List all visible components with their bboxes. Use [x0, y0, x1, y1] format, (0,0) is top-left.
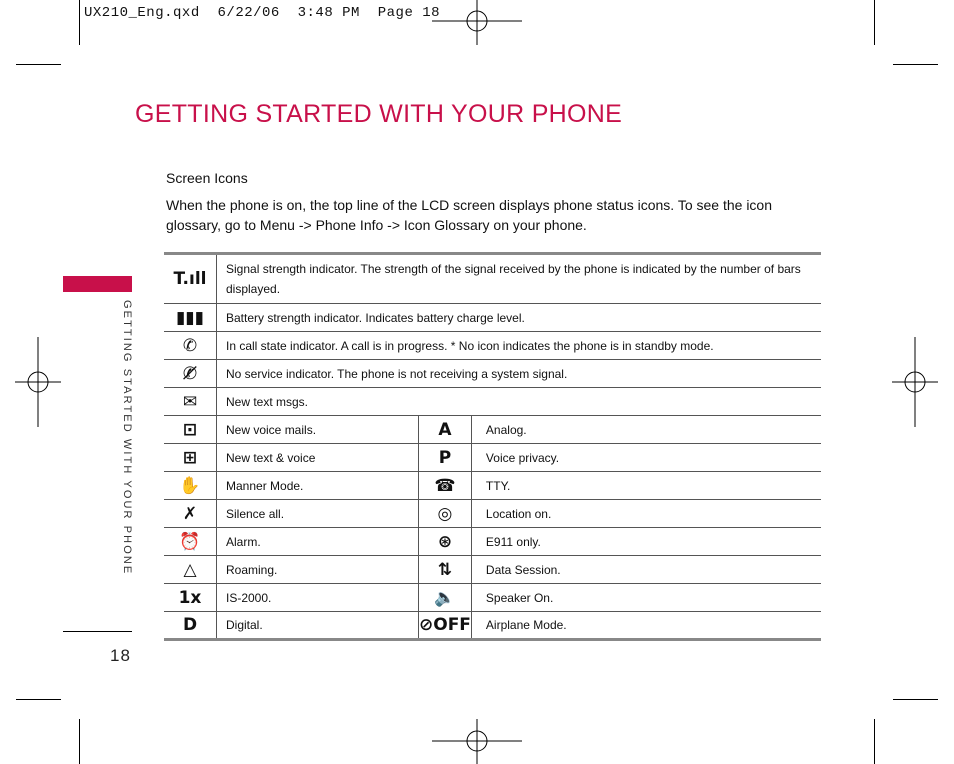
envelope-icon: ✉ [182, 391, 198, 412]
icon-cell [164, 416, 217, 444]
is2000-icon: 1x [178, 587, 202, 608]
icon-cell [164, 360, 217, 388]
table-row [164, 254, 821, 304]
icon-cell [164, 584, 217, 612]
icon-description: Speaker On. [471, 584, 821, 612]
table-row [164, 360, 821, 388]
table-row [164, 416, 821, 444]
voicemail-icon: ⊡ [182, 419, 198, 440]
icon-cell [164, 500, 217, 528]
icon-glossary-table [164, 252, 821, 641]
icon-cell [419, 472, 472, 500]
section-heading: Screen Icons [166, 170, 248, 186]
icon-cell [164, 332, 217, 360]
icon-description: New text & voice [217, 444, 419, 472]
icon-description: Airplane Mode. [471, 612, 821, 640]
icon-description: TTY. [471, 472, 821, 500]
table-row [164, 472, 821, 500]
menu-path-phone-info: Phone Info [315, 216, 384, 233]
intro-paragraph [166, 196, 816, 235]
icon-description: E911 only. [471, 528, 821, 556]
icon-cell [164, 444, 217, 472]
table-row [164, 584, 821, 612]
alarm-clock-icon: ⏰ [179, 531, 201, 552]
tty-icon: ☎ [434, 475, 456, 496]
silence-all-icon: ✗ [182, 503, 198, 524]
table-row [164, 388, 821, 416]
icon-description: Manner Mode. [217, 472, 419, 500]
icon-description: In call state indicator. A call is in progress. * No icon indicates the phone is in standby mode. [217, 332, 822, 360]
digital-icon: D [182, 615, 198, 635]
icon-cell [164, 528, 217, 556]
icon-description: Data Session. [471, 556, 821, 584]
side-tab-label: GETTING STARTED WITH YOUR PHONE [121, 300, 133, 576]
signal-bars-icon: T.ıll [173, 269, 207, 289]
icon-cell [419, 500, 472, 528]
icon-cell [419, 416, 472, 444]
no-service-icon: ✆̸ [182, 363, 198, 384]
menu-path-separator: -> [383, 216, 404, 233]
icon-description: Silence all. [217, 500, 419, 528]
crop-mark [79, 0, 80, 45]
icon-cell [164, 304, 217, 332]
icon-description: IS-2000. [217, 584, 419, 612]
crop-mark [893, 699, 938, 700]
icon-description: No service indicator. The phone is not receiving a system signal. [217, 360, 822, 388]
side-tab-marker [63, 276, 132, 292]
registration-mark-right [892, 337, 938, 427]
menu-path-separator: -> [294, 216, 316, 233]
icon-cell [164, 612, 217, 640]
data-session-icon: ⇅ [437, 559, 453, 580]
table-row [164, 556, 821, 584]
icon-description: New text msgs. [217, 388, 822, 416]
icon-description: Analog. [471, 416, 821, 444]
call-handset-icon: ✆ [182, 335, 198, 356]
crop-mark [79, 719, 80, 764]
page-title: GETTING STARTED WITH YOUR PHONE [135, 100, 623, 128]
icon-cell [419, 556, 472, 584]
analog-icon: A [438, 419, 452, 440]
registration-mark-top [432, 0, 522, 45]
icon-description: Alarm. [217, 528, 419, 556]
speaker-icon: 🔈 [434, 587, 456, 608]
icon-cell [419, 444, 472, 472]
intro-text: When the phone is on, the top line of the LCD screen displays phone status icons. To see the icon glossary, go to [166, 197, 773, 233]
airplane-mode-icon: ⊘OFF [419, 615, 471, 635]
icon-cell [164, 254, 217, 304]
text-voice-icon: ⊞ [182, 447, 198, 468]
table-row [164, 612, 821, 640]
icon-cell [164, 388, 217, 416]
print-slug: UX210_Eng.qxd 6/22/06 3:48 PM Page 18 [84, 5, 441, 21]
icon-cell [419, 584, 472, 612]
battery-icon: ▮▮▮ [175, 307, 205, 328]
page-number: 18 [110, 646, 131, 665]
menu-path-icon-glossary: Icon Glossary [403, 216, 490, 233]
table-row [164, 332, 821, 360]
registration-mark-bottom [432, 719, 522, 764]
table-row [164, 304, 821, 332]
table-row [164, 528, 821, 556]
table-row [164, 500, 821, 528]
crop-mark [874, 0, 875, 45]
icon-description: Battery strength indicator. Indicates battery charge level. [217, 304, 822, 332]
icon-description: New voice mails. [217, 416, 419, 444]
icon-cell [419, 612, 472, 640]
icon-description: Roaming. [217, 556, 419, 584]
icon-description: Signal strength indicator. The strength of the signal received by the phone is indicated by the number of bars displayed. [217, 254, 822, 304]
page-number-rule [63, 631, 132, 632]
e911-icon: ⊛ [437, 531, 453, 552]
icon-description: Digital. [217, 612, 419, 640]
crop-mark [16, 64, 61, 65]
voice-privacy-icon: P [438, 447, 452, 468]
location-on-icon: ◎ [437, 503, 453, 524]
table-row [164, 444, 821, 472]
icon-cell [419, 528, 472, 556]
icon-description: Location on. [471, 500, 821, 528]
icon-description: Voice privacy. [471, 444, 821, 472]
menu-path-menu: Menu [259, 216, 295, 233]
roaming-icon: △ [183, 559, 197, 580]
registration-mark-left [15, 337, 61, 427]
manner-mode-icon: ✋ [179, 475, 201, 496]
icon-cell [164, 556, 217, 584]
icon-cell [164, 472, 217, 500]
intro-text: on your phone. [489, 216, 587, 233]
crop-mark [16, 699, 61, 700]
crop-mark [893, 64, 938, 65]
crop-mark [874, 719, 875, 764]
